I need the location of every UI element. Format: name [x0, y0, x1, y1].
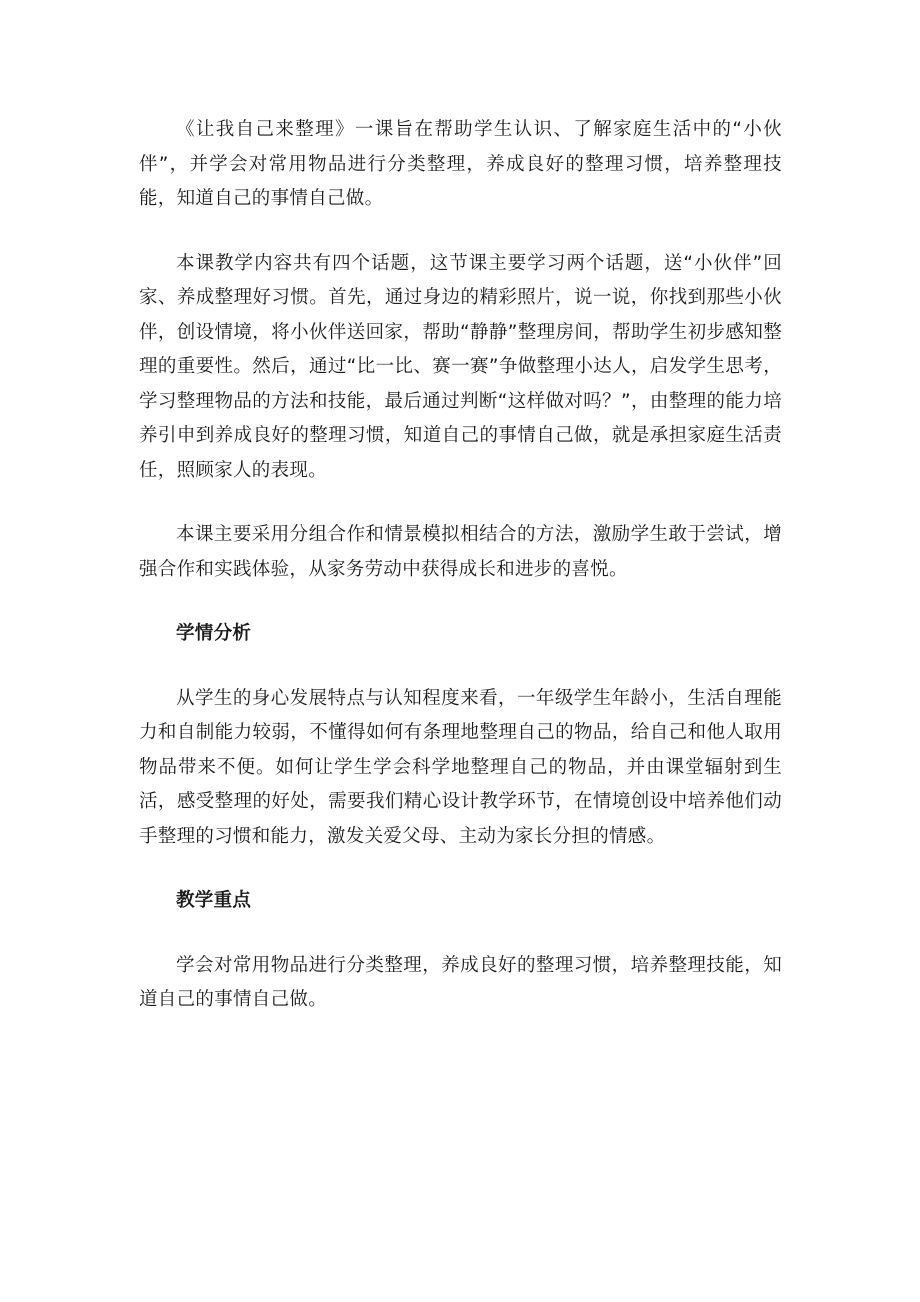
- content-paragraph: 本课教学内容共有四个话题，这节课主要学习两个话题，送“小伙伴”回家、养成整理好习惯。首先，通过身边的精彩照片，说一说，你找到那些小伙伴，创设情境，将小伙伴送回家，帮助“静静”整理房间，帮助学生初步感知整理的重要性。然后，通过“比一比、赛一赛”争做整理小达人，启发学生思考，学习整理物品的方法和技能，最后通过判断“这样做对吗？”，由整理的能力培养引申到养成良好的整理习惯，知道自己的事情自己做，就是承担家庭生活责任，照顾家人的表现。: [139, 252, 782, 481]
- key-points-paragraph: 学会对常用物品进行分类整理，养成良好的整理习惯，培养整理技能，知道自己的事情自己做。: [139, 954, 782, 1010]
- intro-paragraph: 《让我自己来整理》一课旨在帮助学生认识、了解家庭生活中的“小伙伴”，并学会对常用物品进行分类整理，养成良好的整理习惯，培养整理技能，知道自己的事情自己做。: [139, 119, 782, 209]
- section-heading-analysis: 学情分析: [176, 623, 252, 644]
- analysis-paragraph: 从学生的身心发展特点与认知程度来看，一年级学生年龄小，生活自理能力和自制能力较弱，不懂得如何有条理地整理自己的物品，给自己和他人取用物品带来不便。如何让学生学会科学地整理自己的物品，并由课堂辐射到生活，感受整理的好处，需要我们精心设计教学环节，在情境创设中培养他们动手整理的习惯和能力，激发关爱父母、主动为家长分担的情感。: [139, 687, 782, 847]
- section-heading-key-points: 教学重点: [176, 890, 252, 911]
- document-page: [139, 113, 782, 1048]
- method-paragraph: 本课主要采用分组合作和情景模拟相结合的方法，激励学生敢于尝试，增强合作和实践体验，从家务劳动中获得成长和进步的喜悦。: [139, 524, 782, 580]
